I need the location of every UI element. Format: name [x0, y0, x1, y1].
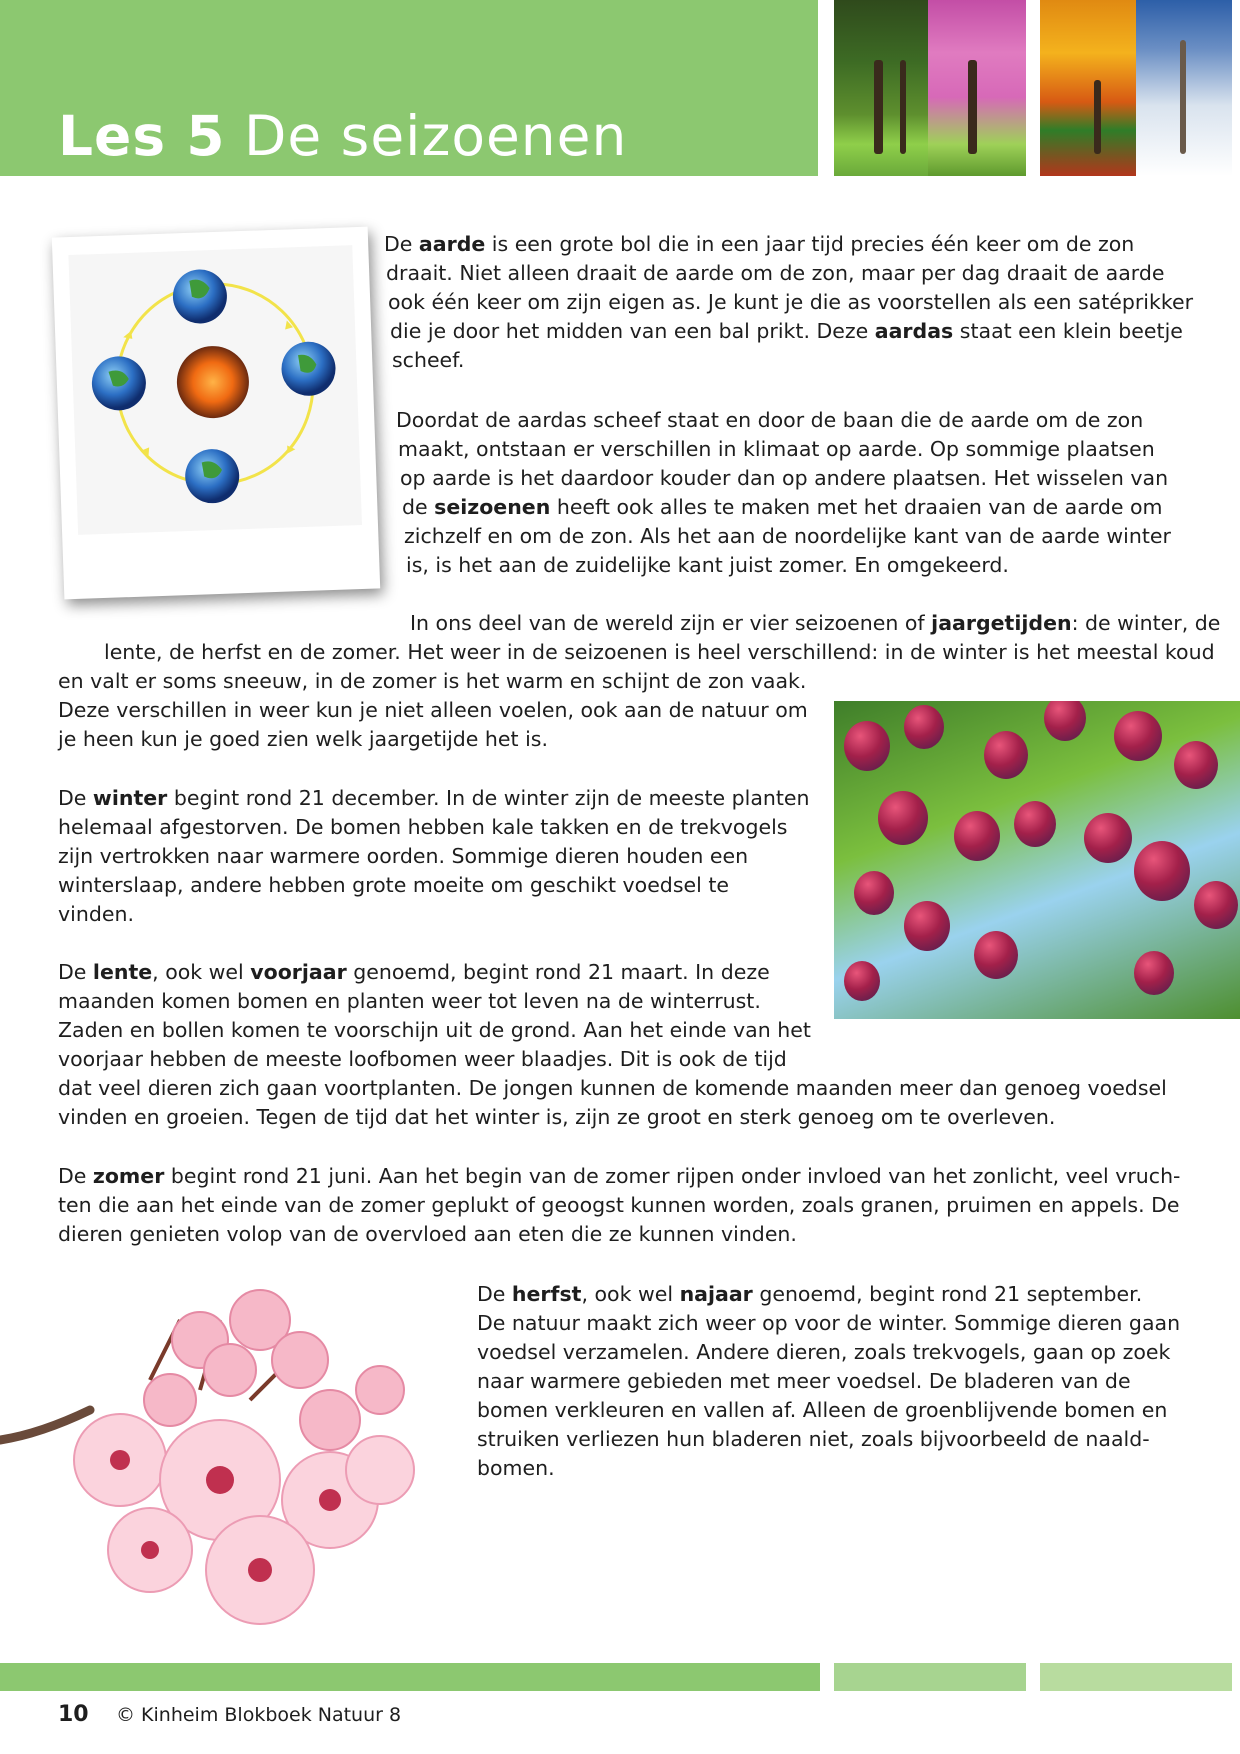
text-line: De natuur maakt zich weer op voor de winter. Sommige dieren gaan: [477, 1311, 1181, 1335]
keyword: aarde: [418, 232, 486, 256]
text-line: ook één keer om zijn eigen as. Je kunt je die as voorstellen als een satéprikker: [388, 290, 1194, 314]
autumn-photo-icon: [1040, 0, 1138, 176]
keyword: najaar: [679, 1282, 753, 1306]
page-title: [58, 104, 627, 168]
text-line: en valt er soms sneeuw, in de zomer is het warm en schijnt de zon vaak.: [58, 669, 807, 693]
text-line: In ons deel van de wereld zijn er vier seizoenen of jaargetijden: de winter, de: [410, 611, 1221, 635]
text-line: dat veel dieren zich gaan voortplanten. De jongen kunnen de komende maanden meer dan genoeg voedsel: [58, 1076, 1167, 1100]
paragraph-zomer: [58, 1162, 1180, 1249]
paragraph-aardas: [396, 406, 1171, 580]
text-line: je heen kun je goed zien welk jaargetijde het is.: [58, 727, 548, 751]
text-line: struiken verliezen hun bladeren niet, zoals bijvoorbeeld de naald-: [477, 1427, 1150, 1451]
text-line: die je door het midden van een bal prikt. Deze aardas staat een klein beetje: [390, 319, 1183, 343]
keyword: seizoenen: [434, 495, 551, 519]
text-line: De winter begint rond 21 december. In de winter zijn de meeste planten: [58, 786, 810, 810]
footer-bar: [0, 1663, 820, 1691]
text-line: draait. Niet alleen draait de aarde om de zon, maar per dag draait de aarde: [386, 261, 1165, 285]
text-line: Doordat de aardas scheef staat en door de baan die de aarde om de zon: [396, 408, 1144, 432]
text-line: de seizoenen heeft ook alles te maken met het draaien van de aarde om: [402, 495, 1163, 519]
keyword: winter: [92, 786, 168, 810]
earth-orbit-diagram: [52, 227, 380, 600]
keyword: lente: [92, 960, 153, 984]
lesson-title: De seizoenen: [244, 104, 628, 168]
paragraph-herfst: [477, 1280, 1180, 1483]
text-line: op aarde is het daardoor kouder dan op andere plaatsen. Het wisselen van: [400, 466, 1169, 490]
text-line: ten die aan het einde van de zomer geplukt of geoogst kunnen worden, zoals granen, pruimen en appels. De: [58, 1193, 1180, 1217]
keyword: zomer: [92, 1164, 165, 1188]
cherry-blossom-photo: [0, 1280, 450, 1656]
text-line: dieren genieten volop van de overvloed aan eten die ze kunnen vinden.: [58, 1222, 797, 1246]
text-line: maakt, ontstaan er verschillen in klimaat op aarde. Op sommige plaatsen: [398, 437, 1155, 461]
winter-photo-icon: [1136, 0, 1232, 176]
paragraph-lente: [58, 958, 1167, 1132]
keyword: aardas: [874, 319, 954, 343]
text-line: Zaden en bollen komen te voorschijn uit de grond. Aan het einde van het: [58, 1018, 811, 1042]
paragraph-winter: [58, 784, 810, 929]
text-line: lente, de herfst en de zomer. Het weer in de seizoenen is heel verschillend: in de winter is het meestal koud: [104, 640, 1215, 664]
text-line: De zomer begint rond 21 juni. Aan het begin van de zomer rijpen onder invloed van het zonlicht, veel vruch-: [58, 1164, 1181, 1188]
text-line: voedsel verzamelen. Andere dieren, zoals trekvogels, gaan op zoek: [477, 1340, 1171, 1364]
text-line: helemaal afgestorven. De bomen hebben kale takken en de trekvogels: [58, 815, 788, 839]
text-line: scheef.: [392, 348, 465, 372]
keyword: herfst: [511, 1282, 582, 1306]
text-line: De herfst, ook wel najaar genoemd, begint rond 21 september.: [477, 1282, 1143, 1306]
text-line: vinden.: [58, 902, 134, 926]
text-line: zichzelf en om de zon. Als het aan de noordelijke kant van de aarde winter: [404, 524, 1171, 548]
page-number: 10: [58, 1702, 89, 1727]
summer-photo-icon: [928, 0, 1026, 176]
keyword: voorjaar: [250, 960, 347, 984]
text-line: De lente, ook wel voorjaar genoemd, begint rond 21 maart. In deze: [58, 960, 770, 984]
footer-credit: © Kinheim Blokboek Natuur 8: [116, 1704, 402, 1726]
keyword: jaargetijden: [931, 611, 1072, 635]
lesson-number: Les 5: [58, 104, 226, 168]
footer-bar-segment: [1040, 1663, 1232, 1691]
text-line: bomen.: [477, 1456, 555, 1480]
text-line: vinden en groeien. Tegen de tijd dat het winter is, zijn ze groot en sterk genoeg om te overleven.: [58, 1105, 1056, 1129]
footer-bar-segment: [834, 1663, 1026, 1691]
text-line: is, is het aan de zuidelijke kant juist zomer. En omgekeerd.: [406, 553, 1009, 577]
text-line: naar warmere gebieden met meer voedsel. De bladeren van de: [477, 1369, 1131, 1393]
orbit-icon: [68, 245, 362, 535]
text-line: zijn vertrokken naar warmere oorden. Sommige dieren houden een: [58, 844, 749, 868]
text-line: De aarde is een grote bol die in een jaar tijd precies één keer om de zon: [384, 232, 1135, 256]
text-line: voorjaar hebben de meeste loofbomen weer blaadjes. Dit is ook de tijd: [58, 1047, 787, 1071]
text-line: maanden komen bomen en planten weer tot leven na de winterrust.: [58, 989, 761, 1013]
text-line: winterslaap, andere hebben grote moeite om geschikt voedsel te: [58, 873, 729, 897]
blossom-icon: [0, 1280, 450, 1656]
paragraph-aarde: [384, 230, 1193, 375]
text-line: Deze verschillen in weer kun je niet alleen voelen, ook aan de natuur om: [58, 698, 808, 722]
text-line: bomen verkleuren en vallen af. Alleen de groenblijvende bomen en: [477, 1398, 1168, 1422]
